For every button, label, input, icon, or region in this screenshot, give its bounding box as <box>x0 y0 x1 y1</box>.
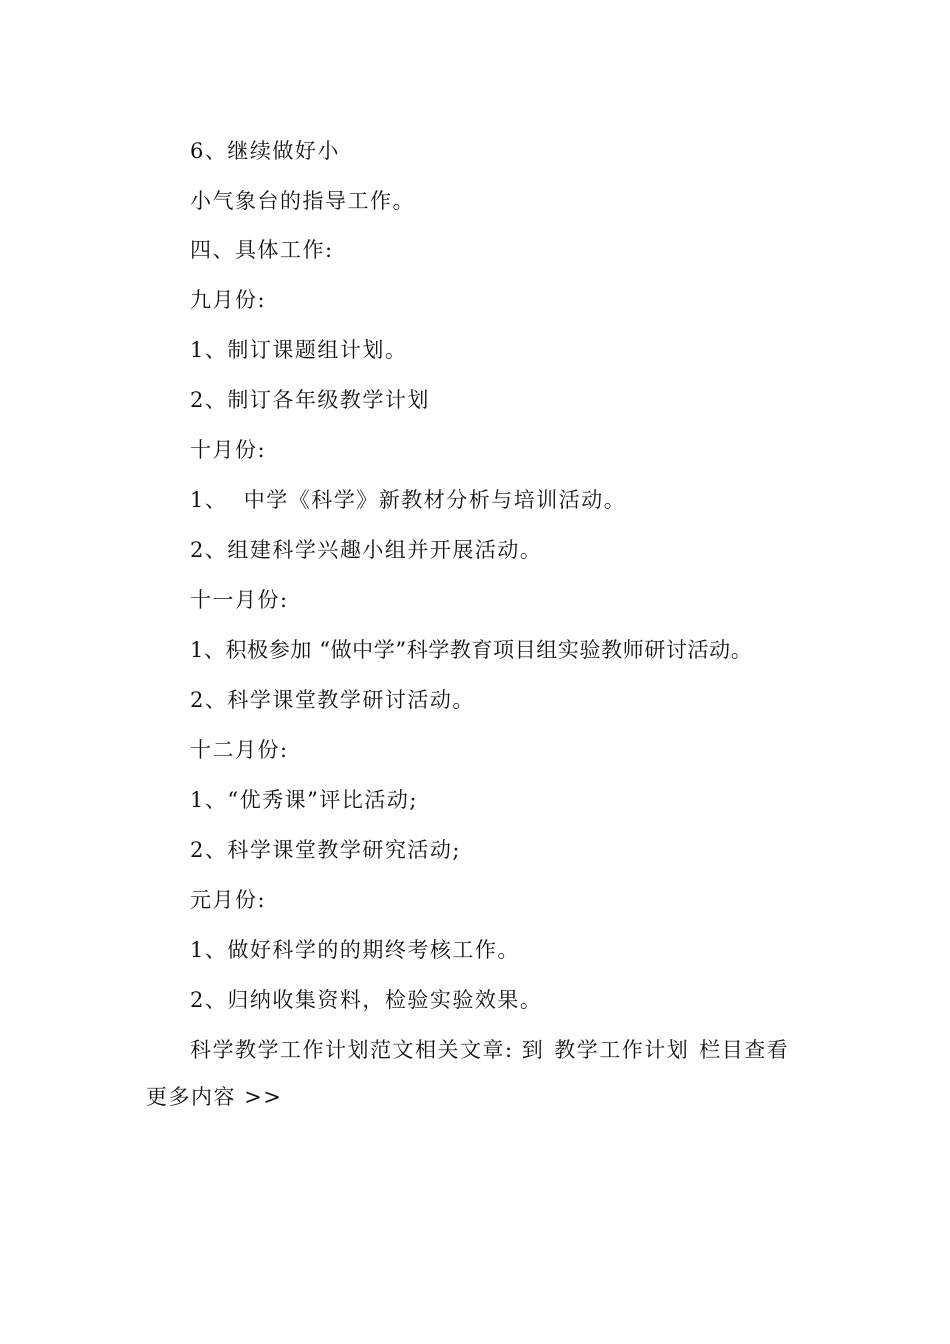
related-category-link[interactable]: 教学工作计划 <box>554 1038 690 1062</box>
list-item: 1、 中学《科学》新教材分析与培训活动。 <box>190 488 627 512</box>
text-line: 小气象台的指导工作。 <box>190 189 415 213</box>
list-item: 1、“优秀课”评比活动; <box>190 788 418 812</box>
text-line: 6、继续做好小 <box>190 139 340 163</box>
more-content-link[interactable]: 更多内容 >> <box>146 1085 283 1109</box>
related-prefix: 科学教学工作计划范文相关文章: 到 <box>190 1038 545 1062</box>
month-heading: 十一月份: <box>190 588 289 612</box>
list-item: 1、做好科学的的期终考核工作。 <box>190 938 520 962</box>
list-item: 2、归纳收集资料，检验实验效果。 <box>190 988 543 1012</box>
list-item: 1、制订课题组计划。 <box>190 338 408 362</box>
section-heading: 四、具体工作: <box>190 238 334 262</box>
month-heading: 元月份: <box>190 888 267 912</box>
list-item: 2、组建科学兴趣小组并开展活动。 <box>190 538 543 562</box>
related-articles-line <box>190 1036 810 1064</box>
month-heading: 十月份: <box>190 438 267 462</box>
related-suffix: 栏目查看 <box>699 1038 790 1062</box>
list-item: 2、科学课堂教学研究活动; <box>190 838 461 862</box>
list-item: 1、积极参加 “做中学”科学教育项目组实验教师研讨活动。 <box>190 638 753 662</box>
list-item: 2、科学课堂教学研讨活动。 <box>190 688 475 712</box>
list-item: 2、制订各年级教学计划 <box>190 388 430 412</box>
month-heading: 九月份: <box>190 288 267 312</box>
month-heading: 十二月份: <box>190 738 289 762</box>
